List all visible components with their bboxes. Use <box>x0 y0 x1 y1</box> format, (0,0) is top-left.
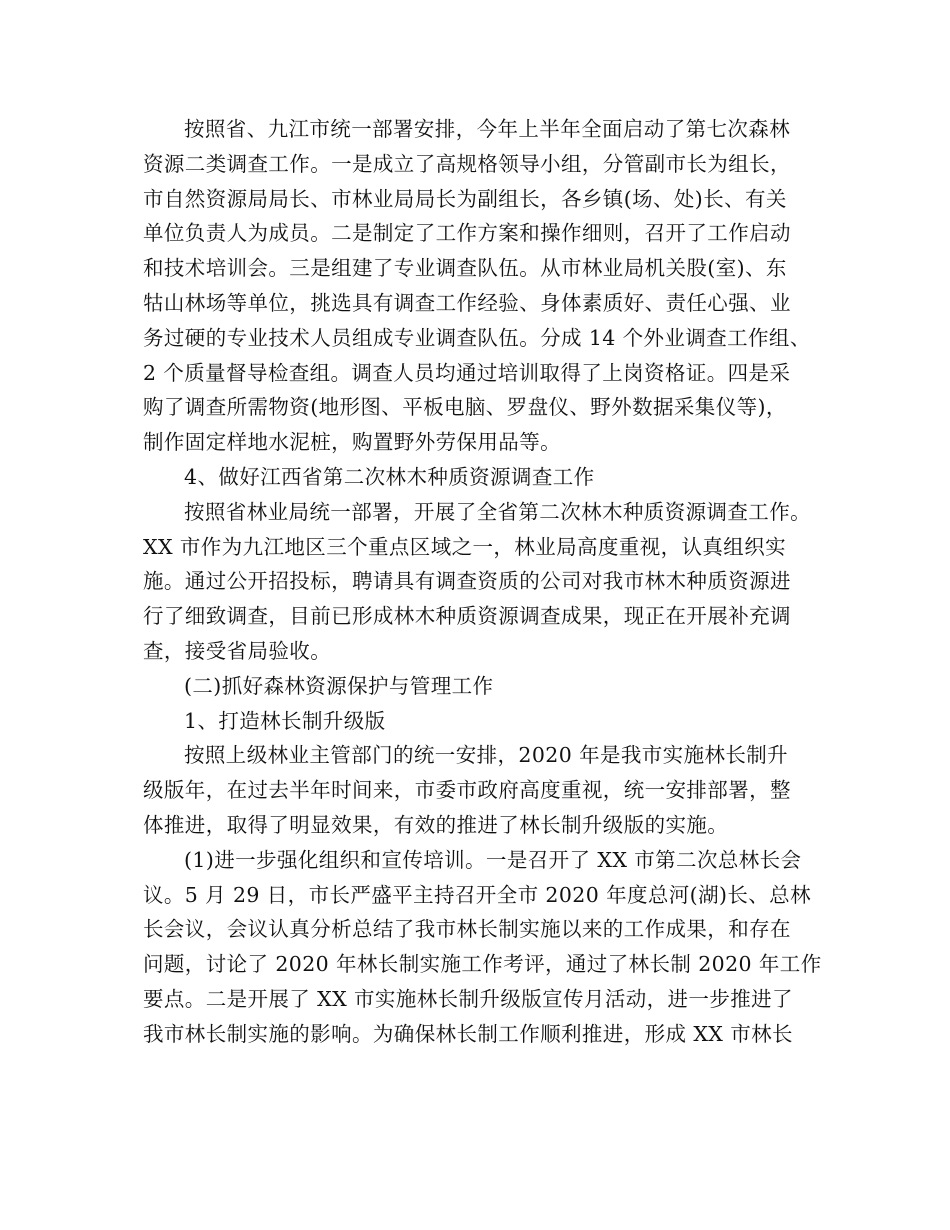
text-line: (1)进一步强化组织和宣传培训。一是召开了 XX 市第二次总林长会 <box>184 847 802 872</box>
text-line: 问题，讨论了 2020 年林长制实施工作考评，通过了林长制 2020 年工作 <box>143 952 822 977</box>
text-line: 议。5 月 29 日，市长严盛平主持召开全市 2020 年度总河(湖)长、总林 <box>143 882 811 907</box>
text-line: 按照上级林业主管部门的统一安排，2020 年是我市实施林长制升 <box>184 743 789 768</box>
text-line: 行了细致调查，目前已形成林木种质资源调查成果，现正在开展补充调 <box>143 604 791 629</box>
text-line: XX 市作为九江地区三个重点区域之一，林业局高度重视，认真组织实 <box>143 534 787 559</box>
text-line: 体推进，取得了明显效果，有效的推进了林长制升级版的实施。 <box>143 812 729 837</box>
text-line: 按照省、九江市统一部署安排，今年上半年全面启动了第七次森林 <box>184 117 791 141</box>
text-line: 查，接受省局验收。 <box>143 638 332 663</box>
text-line: 2 个质量督导检查组。调查人员均通过培训取得了上岗资格证。四是采 <box>143 360 791 385</box>
text-line: 单位负责人为成员。二是制定了工作方案和操作细则，召开了工作启动 <box>143 221 791 246</box>
text-line: 要点。二是开展了 XX 市实施林长制升级版宣传月活动，进一步推进了 <box>143 986 793 1011</box>
text-line: 施。通过公开招投标，聘请具有调查资质的公司对我市林木种质资源进 <box>143 569 791 594</box>
text-line: 制作固定样地水泥桩，购置野外劳保用品等。 <box>143 430 561 455</box>
text-line: 长会议，会议认真分析总结了我市林长制实施以来的工作成果，和存在 <box>143 917 791 942</box>
text-line: 按照省林业局统一部署，开展了全省第二次林木种质资源调查工作。 <box>184 499 811 524</box>
text-line: 资源二类调查工作。一是成立了高规格领导小组，分管副市长为组长， <box>143 151 791 176</box>
text-line: 我市林长制实施的影响。为确保林长制工作顺利推进，形成 XX 市林长 <box>143 1021 793 1046</box>
text-line: 务过硬的专业技术人员组成专业调查队伍。分成 14 个外业调查工作组、 <box>143 325 811 350</box>
text-line: 牯山林场等单位，挑选具有调查工作经验、身体素质好、责任心强、业 <box>143 290 791 315</box>
text-line: 4、做好江西省第二次林木种质资源调查工作 <box>184 464 595 489</box>
text-line: (二)抓好森林资源保护与管理工作 <box>184 673 494 698</box>
text-line: 购了调查所需物资(地形图、平板电脑、罗盘仪、野外数据采集仪等)， <box>143 395 787 420</box>
text-line: 市自然资源局局长、市林业局局长为副组长，各乡镇(场、处)长、有关 <box>143 186 787 211</box>
text-line: 1、打造林长制升级版 <box>184 708 386 733</box>
text-line: 和技术培训会。三是组建了专业调查队伍。从市林业局机关股(室)、东 <box>143 256 787 281</box>
text-line: 级版年，在过去半年时间来，市委市政府高度重视，统一安排部署，整 <box>143 778 791 803</box>
document-body <box>143 112 822 1052</box>
